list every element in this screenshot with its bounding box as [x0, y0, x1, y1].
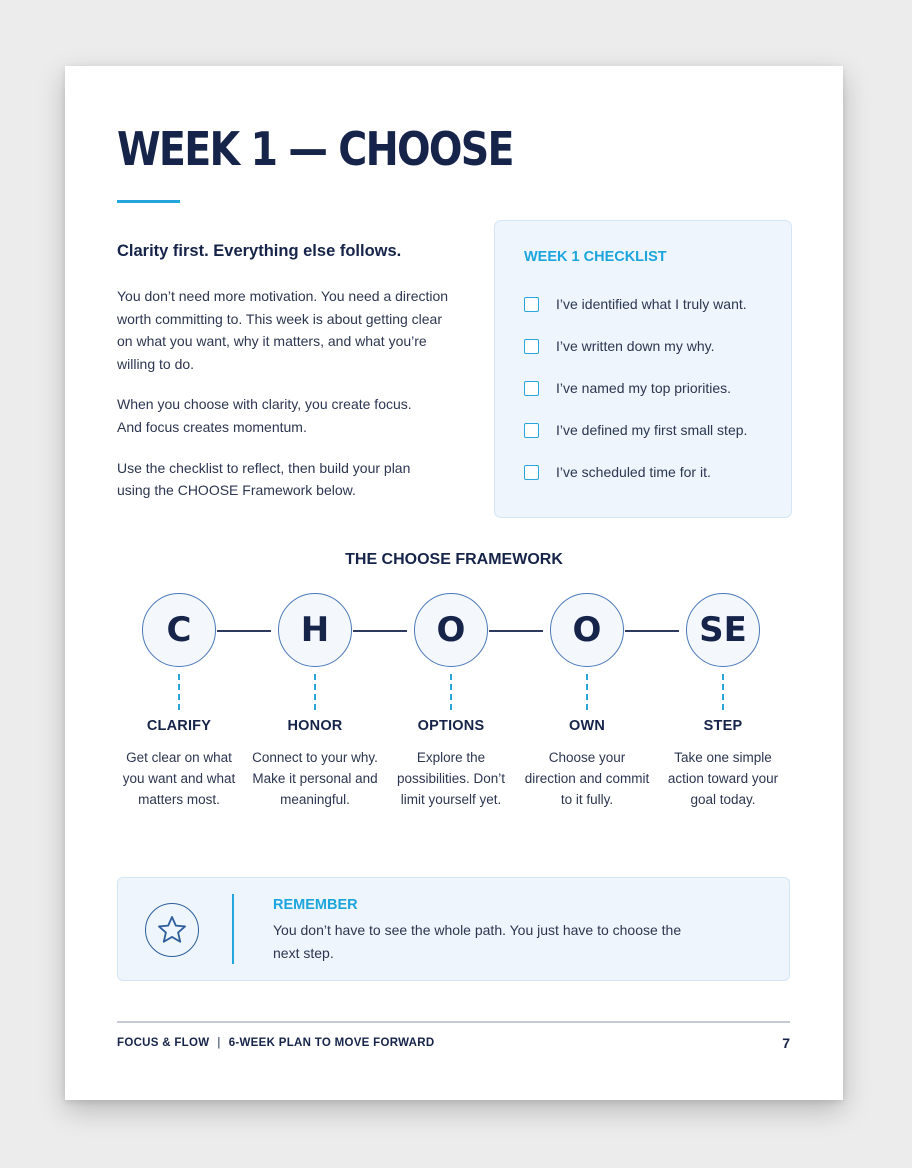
checkbox[interactable] — [524, 381, 539, 396]
checkbox[interactable] — [524, 297, 539, 312]
checklist-item-label: I’ve named my top priorities. — [556, 380, 732, 396]
intro-paragraph: You don’t need more motivation. You need a direction worth committing to. This week is about getting clear on what you want, why it matters, and what you’re willing to do. — [117, 288, 449, 372]
intro-section — [117, 242, 477, 520]
framework-step — [114, 718, 244, 810]
framework-step-description: Take one simple action toward your goal today. — [667, 750, 779, 807]
footer-divider — [117, 1021, 790, 1023]
page-number: 7 — [782, 1035, 790, 1051]
remember-title: REMEMBER — [273, 897, 358, 913]
checklist-title: WEEK 1 CHECKLIST — [524, 249, 667, 265]
checklist-item — [524, 295, 747, 313]
framework-step — [250, 718, 380, 810]
checklist-item — [524, 463, 747, 481]
intro-paragraph: When you choose with clarity, you create focus. And focus creates momentum. — [117, 396, 412, 435]
checklist-items — [524, 295, 747, 505]
title-underline — [117, 200, 180, 203]
checkbox[interactable] — [524, 423, 539, 438]
framework-letter-circle: O — [414, 593, 488, 667]
dashed-connector — [314, 674, 316, 710]
framework-connector — [353, 630, 407, 632]
framework-step-name: OPTIONS — [417, 718, 485, 734]
page-title: WEEK 1 — CHOOSE — [117, 122, 513, 176]
workbook-page — [65, 66, 843, 1100]
intro-heading: Clarity first. Everything else follows. — [117, 242, 402, 260]
framework-step-name: CLARIFY — [146, 718, 212, 734]
framework-letter-circle: O — [550, 593, 624, 667]
footer-title — [117, 1037, 434, 1049]
framework-letter-circle: SE — [686, 593, 760, 667]
footer-brand: FOCUS & FLOW — [117, 1037, 210, 1049]
footer-subtitle: 6-WEEK PLAN TO MOVE FORWARD — [228, 1037, 435, 1049]
star-icon — [145, 903, 199, 957]
framework-step — [658, 718, 788, 810]
framework-step-description: Get clear on what you want and what matters most. — [122, 750, 236, 807]
checklist-item-label: I’ve scheduled time for it. — [556, 464, 711, 480]
framework-step-description: Connect to your why. Make it personal and meaningful. — [252, 750, 378, 807]
framework-connector — [625, 630, 679, 632]
framework-step-name: HONOR — [287, 718, 343, 734]
framework-step-description: Explore the possibilities. Don’t limit yourself yet. — [396, 750, 506, 807]
checklist-item — [524, 421, 747, 439]
remember-text: You don’t have to see the whole path. You just have to choose the next step. — [273, 922, 682, 961]
checklist-item — [524, 379, 747, 397]
dashed-connector — [586, 674, 588, 710]
checklist-item — [524, 337, 747, 355]
week-checklist-panel — [494, 220, 792, 518]
checkbox[interactable] — [524, 339, 539, 354]
framework-step-name: STEP — [703, 718, 743, 734]
framework-step-name: OWN — [568, 718, 606, 734]
footer-separator: | — [217, 1037, 221, 1049]
intro-paragraph: Use the checklist to reflect, then build your plan using the CHOOSE Framework below. — [117, 459, 411, 499]
checkbox[interactable] — [524, 465, 539, 480]
checklist-item-label: I’ve written down my why. — [556, 338, 715, 354]
framework-title: THE CHOOSE FRAMEWORK — [345, 551, 563, 568]
dashed-connector — [450, 674, 452, 710]
framework-letter-circle: H — [278, 593, 352, 667]
dashed-connector — [722, 674, 724, 710]
dashed-connector — [178, 674, 180, 710]
framework-connector — [217, 630, 271, 632]
checklist-item-label: I’ve identified what I truly want. — [556, 296, 747, 312]
framework-connector — [489, 630, 543, 632]
framework-step — [386, 718, 516, 810]
remember-callout — [117, 877, 790, 981]
framework-step-description: Choose your direction and commit to it fully. — [524, 750, 650, 807]
checklist-item-label: I’ve defined my first small step. — [556, 422, 748, 438]
remember-divider — [232, 894, 234, 964]
framework-letter-circle: C — [142, 593, 216, 667]
framework-step — [522, 718, 652, 810]
